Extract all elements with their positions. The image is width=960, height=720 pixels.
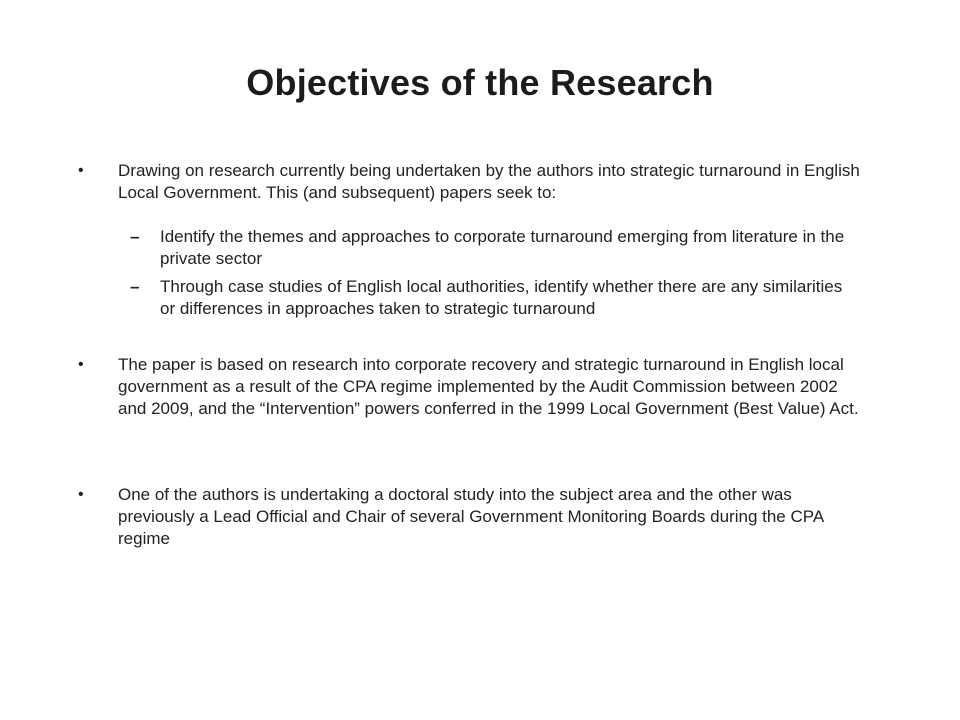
sub-bullet-text: Identify the themes and approaches to corporate turnaround emerging from literature in the private sector (160, 227, 845, 268)
bullet-marker: • (78, 486, 84, 503)
bullet-text: One of the authors is undertaking a doctoral study into the subject area and the other was previously a Lead Official and Chair of several Government Monitoring Boards during the CPA regime (118, 485, 824, 548)
sub-bullet-marker: – (130, 277, 140, 296)
sub-bullet-marker: – (130, 227, 140, 246)
bullet-marker: • (78, 356, 84, 373)
bullet-item (70, 354, 860, 442)
bullet-text: Drawing on research currently being undertaken by the authors into strategic turnaround in English Local Government. This (and subsequent) papers seek to: (118, 161, 860, 202)
sub-bullet-item (118, 226, 858, 270)
sub-bullet-text: Through case studies of English local authorities, identify whether there are any similarities or differences in approaches taken to strategic turnaround (160, 277, 843, 318)
bullet-text: The paper is based on research into corporate recovery and strategic turnaround in English local government as a result of the CPA regime implemented by the Audit Commission between 2002 and 2009, and the “Intervention” powers conferred in the 1999 Local Government (Best Value) Act. (118, 355, 859, 418)
bullet-item (70, 160, 860, 204)
sub-bullet-item (118, 276, 858, 320)
bullet-marker: • (78, 162, 84, 179)
bullet-item (70, 484, 860, 550)
slide-title: Objectives of the Research (246, 62, 714, 103)
